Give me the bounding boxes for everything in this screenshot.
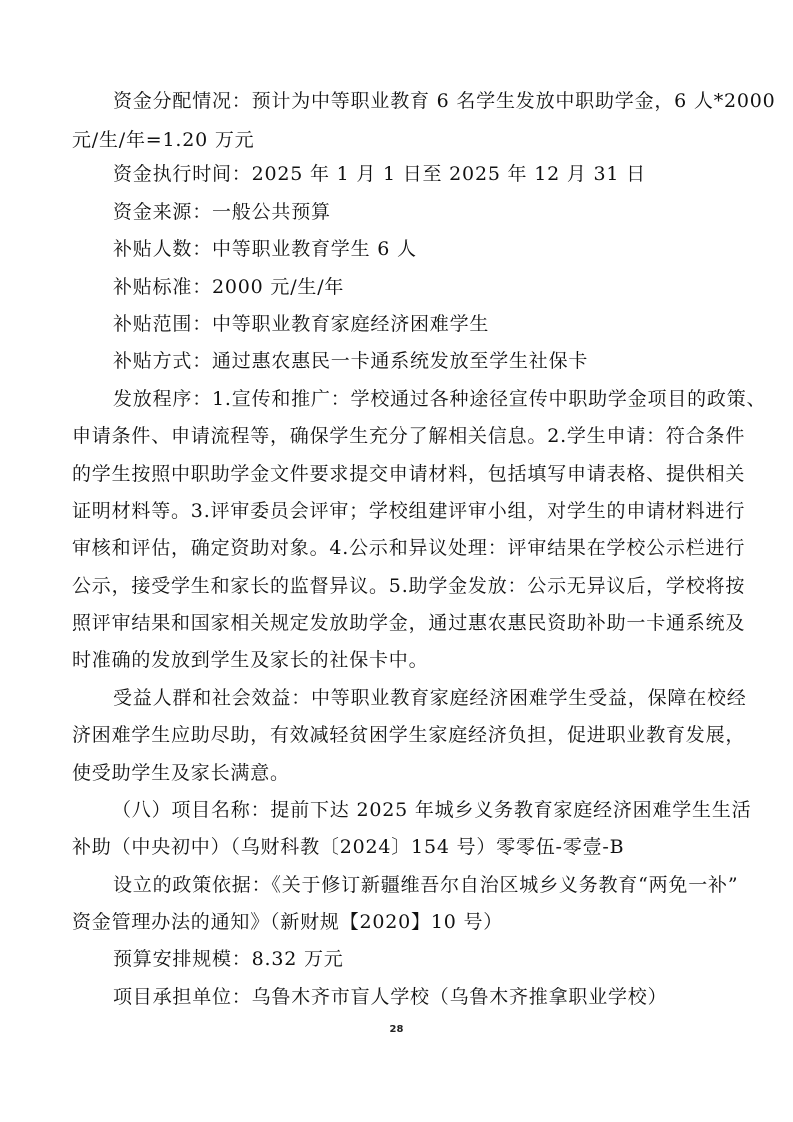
- paragraph-line: 的学生按照中职助学金文件要求提交申请材料，包括填写申请表格、提供相关: [72, 463, 746, 485]
- paragraph-line: 使受助学生及家长满意。: [72, 762, 290, 784]
- section-heading-line: 补助（中央初中）（乌财科教〔2024〕154 号）零零伍-零壹-B: [72, 836, 625, 858]
- paragraph-line: 受益人群和社会效益：中等职业教育家庭经济困难学生受益，保障在校经: [113, 687, 747, 709]
- paragraph-line: 时准确的发放到学生及家长的社保卡中。: [72, 649, 429, 671]
- paragraph-line: 资金管理办法的通知》（新财规【2020】10 号）: [72, 911, 504, 933]
- paragraph-line: 元/生/年=1.20 万元: [72, 129, 255, 151]
- paragraph-line: 审核和评估，确定资助对象。4.公示和异议处理：评审结果在学校公示栏进行: [72, 537, 746, 559]
- paragraph-line: 资金执行时间：2025 年 1 月 1 日至 2025 年 12 月 31 日: [113, 163, 646, 185]
- paragraph-line: 资金分配情况：预计为中等职业教育 6 名学生发放中职助学金，6 人*2000: [113, 90, 776, 112]
- paragraph-line: 证明材料等。3.评审委员会评审；学校组建评审小组，对学生的申请材料进行: [72, 500, 746, 522]
- paragraph-line: 补贴方式：通过惠农惠民一卡通系统发放至学生社保卡: [113, 350, 589, 372]
- paragraph-line: 补贴范围：中等职业教育家庭经济困难学生: [113, 313, 490, 335]
- section-heading-line: （八）项目名称：提前下达 2025 年城乡义务教育家庭经济困难学生生活: [112, 799, 752, 821]
- paragraph-line: 照评审结果和国家相关规定发放助学金，通过惠农惠民资助补助一卡通系统及: [72, 612, 746, 634]
- paragraph-line: 资金来源：一般公共预算: [113, 201, 331, 223]
- paragraph-line: 项目承担单位：乌鲁木齐市盲人学校（乌鲁木齐推拿职业学校）: [113, 986, 668, 1008]
- paragraph-line: 补贴人数：中等职业教育学生 6 人: [113, 238, 417, 260]
- paragraph-line: 申请条件、申请流程等，确保学生充分了解相关信息。2.学生申请：符合条件: [72, 425, 746, 447]
- paragraph-line: 发放程序：1.宣传和推广：学校通过各种途径宣传中职助学金项目的政策、: [113, 388, 767, 410]
- paragraph-line: 设立的政策依据：《关于修订新疆维吾尔自治区城乡义务教育“两免一补”: [113, 874, 739, 896]
- paragraph-line: 公示，接受学生和家长的监督异议。5.助学金发放：公示无异议后，学校将按: [72, 575, 746, 597]
- paragraph-line: 预算安排规模：8.32 万元: [113, 948, 344, 970]
- paragraph-line: 补贴标准：2000 元/生/年: [113, 276, 345, 298]
- paragraph-line: 济困难学生应助尽助，有效减轻贫困学生家庭经济负担，促进职业教育发展，: [72, 724, 746, 746]
- page-number: 28: [389, 1024, 404, 1035]
